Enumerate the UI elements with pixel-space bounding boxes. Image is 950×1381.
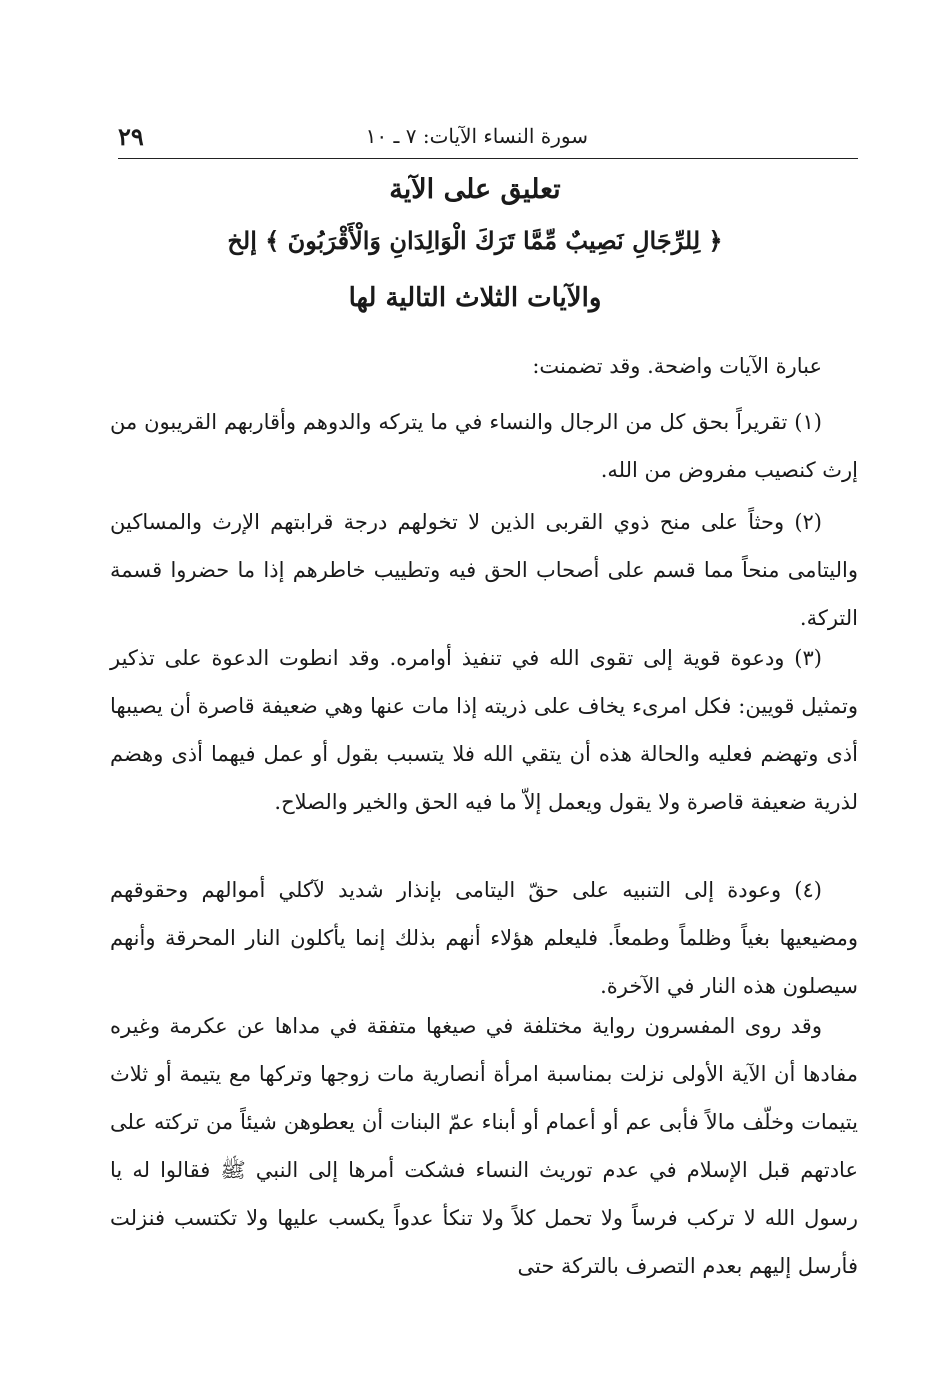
point-1-paragraph: (١) تقريراً بحق كل من الرجال والنساء في ما يتركه والدوهم وأقاربهم القريبون من إرث كنصيب مفروض من الله. [110,410,858,482]
point-4-block [110,866,858,1010]
point-3-paragraph: (٣) ودعوة قوية إلى تقوى الله في تنفيذ أوامره. وقد انطوت الدعوة على تذكير وتمثيل قويين: فكل امرىء يخاف على ذريته إذا مات عنها وهي ضعيفة قاصرة أن يصيبها أذى وتهضم فعليه والحالة هذه أن يتقي الله فلا يتسبب بقول أو عمل فيهما أذى وهضم لذرية ضعيفة قاصرة ولا يقول ويعمل إلاّ ما فيه الحق والخير والصلاح. [110,646,858,814]
point-2-block [110,498,858,642]
point-4-paragraph: (٤) وعودة إلى التنبيه على حقّ اليتامى بإنذار شديد لآكلي أموالهم وحقوقهم ومضيعيها بغياً وظلماً وطمعاً. فليعلم هؤلاء أنهم بذلك إنما يأكلون النار المحرقة وأنهم سيصلون هذه النار في الآخرة. [110,878,858,998]
point-2-paragraph: (٢) وحثاً على منح ذوي القربى الذين لا تخولهم درجة قرابتهم الإرث والمساكين واليتامى منحاً مما قسم على أصحاب الحق فيه وتطييب خاطرهم إذا ما حضروا قسمة التركة. [110,510,858,630]
intro-block [110,342,858,390]
closing-block [110,1002,858,1290]
section-subtitle: والآيات الثلاث التالية لها [348,283,602,313]
verse-quote: ﴿ لِلرِّجَالِ نَصِيبٌ مِّمَّا تَرَكَ الْوَالِدَانِ وَالْأَقْرَبُونَ ﴾ إلخ [227,226,723,255]
point-1-block [110,398,858,494]
closing-paragraph: وقد روى المفسرون رواية مختلفة في صيغها متفقة في مداها عن عكرمة وغيره مفادها أن الآية الأولى نزلت بمناسبة امرأة أنصارية مات زوجها وتركها مع يتيمة أو ثلاث يتيمات وخلّف مالاً فأبى عم أو أعمام أو أبناء عمّ البنات أن يعطوهن شيئاً من تركته على عادتهم قبل الإسلام في عدم توريث النساء فشكت أمرها إلى النبي ﷺ فقالوا له يا رسول الله لا تركب فرساً ولا تحمل كلاً ولا تنكأ عدواً يكسب عليها ولا تكتسب فنزلت فأرسل إليهم بعدم التصرف بالتركة حتى [110,1014,858,1278]
running-head [118,120,858,159]
point-3-block [110,634,858,826]
running-title: سورة النساء الآيات: ٧ ـ ١٠ [365,124,588,148]
intro-paragraph: عبارة الآيات واضحة. وقد تضمنت: [532,354,822,378]
section-title: تعليق على الآية [389,174,561,205]
page-number: ٢٩ [118,122,144,151]
